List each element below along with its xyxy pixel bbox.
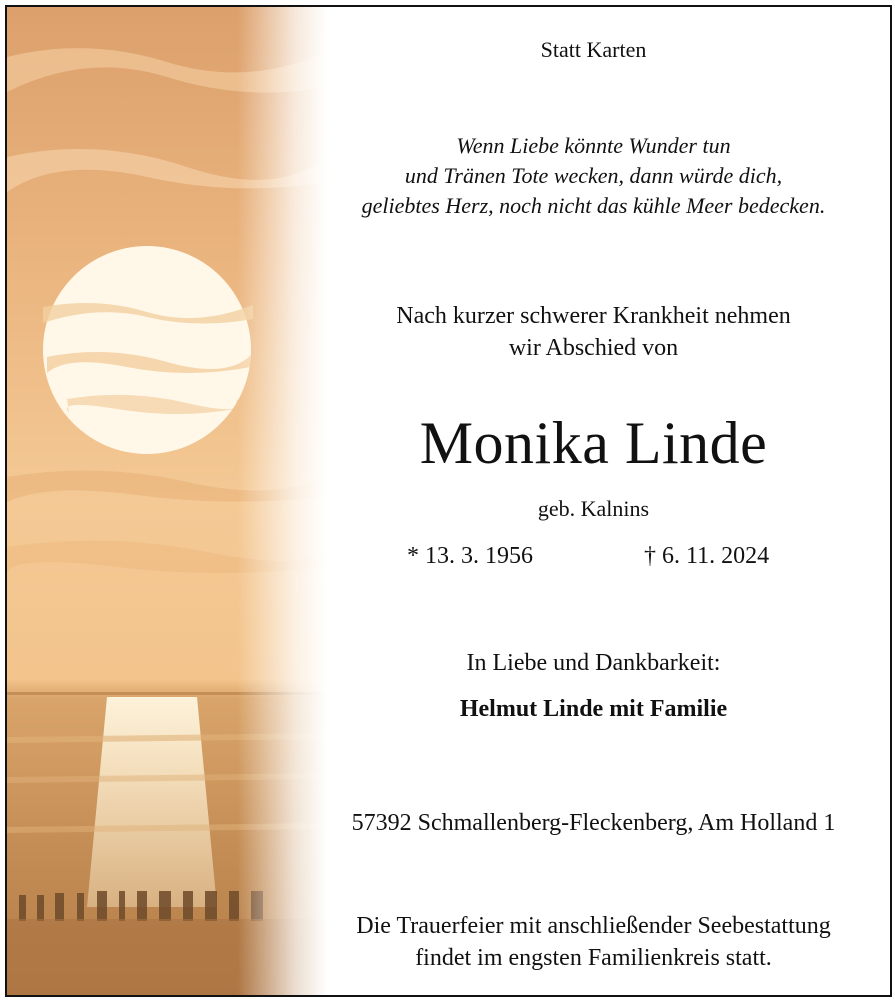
verse-line-3: geliebtes Herz, noch nicht das kühle Meer bedecken. (361, 193, 826, 218)
love-line: In Liebe und Dankbarkeit: (466, 650, 721, 676)
intro-line-2: wir Abschied von (508, 335, 679, 361)
maiden-name: geb. Kalnins (537, 496, 650, 521)
intro-line-1: Nach kurzer schwerer Krankheit nehmen (396, 303, 791, 329)
verse-line-2: und Tränen Tote wecken, dann würde dich, (404, 163, 783, 188)
life-dates (297, 543, 890, 577)
verse-line-1: Wenn Liebe könnte Wunder tun (456, 133, 731, 158)
ceremony-line-2: findet im engsten Familienkreis statt. (415, 945, 772, 971)
notice-text (297, 7, 890, 995)
deceased-name: Monika Linde (419, 410, 768, 476)
death-date: † 6. 11. 2024 (644, 543, 770, 569)
ceremony-line-1: Die Trauerfeier mit anschließender Seebestattung (356, 913, 831, 939)
header-statt-karten: Statt Karten (540, 37, 647, 62)
address: 57392 Schmallenberg-Fleckenberg, Am Holland 1 (351, 810, 836, 836)
birth-date: * 13. 3. 1956 (407, 543, 533, 569)
family-signature: Helmut Linde mit Familie (459, 696, 728, 722)
sunset-over-sea-image (7, 7, 327, 995)
obituary-notice (5, 5, 892, 997)
